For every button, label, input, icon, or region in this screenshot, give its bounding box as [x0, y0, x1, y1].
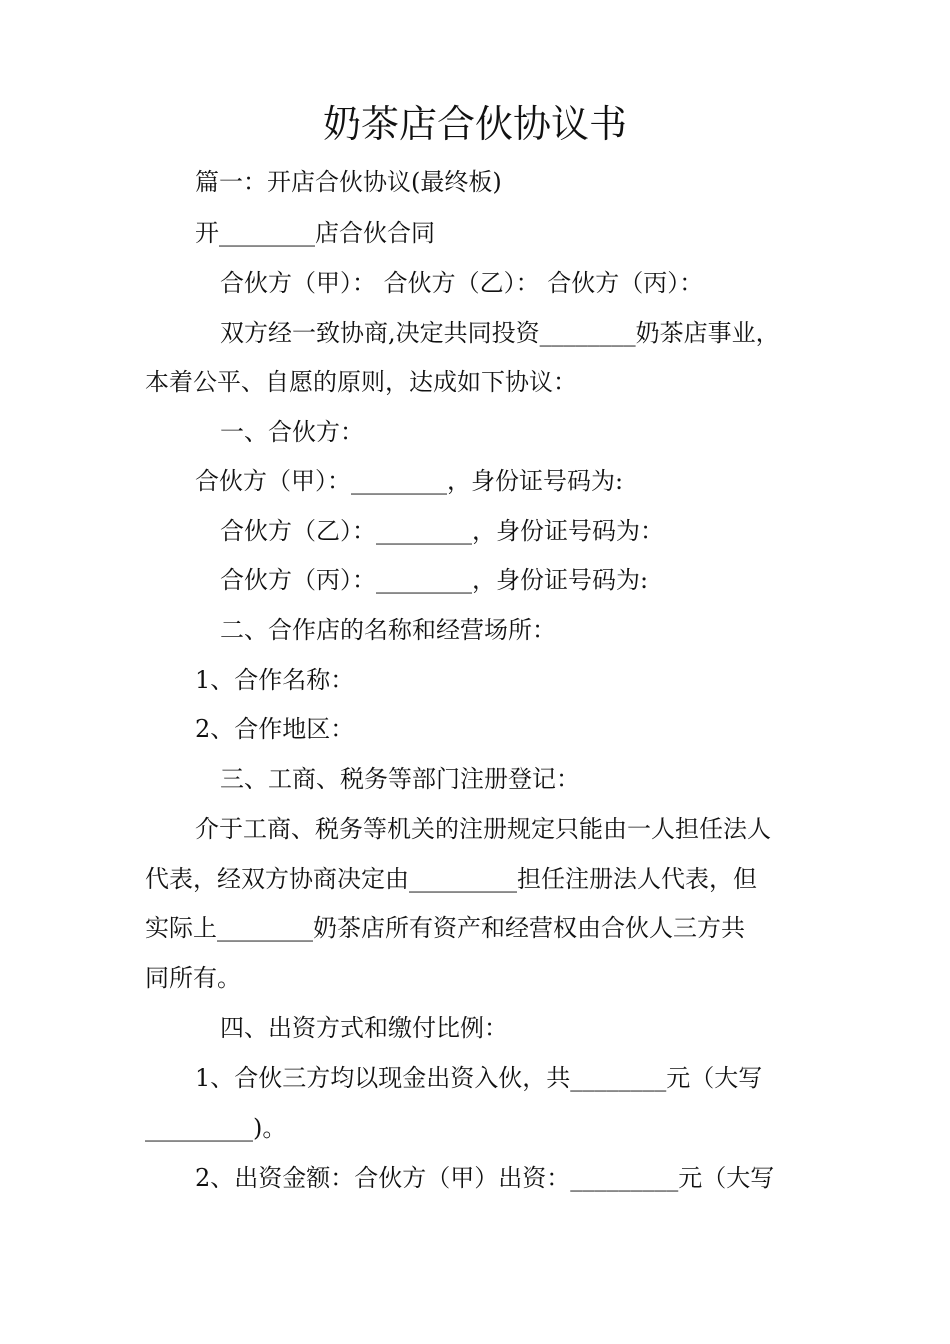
paragraph-line: 合伙方（甲）： 合伙方（乙）： 合伙方（丙）：	[220, 269, 704, 297]
paragraph-line: 2、合作地区：	[195, 715, 355, 743]
paragraph-line: 合伙方（甲）：________，身份证号码为:	[195, 467, 624, 495]
paragraph-line: 双方经一致协商,决定共同投资________奶茶店事业，	[220, 319, 780, 347]
section-heading: 三、工商、税务等部门注册登记：	[220, 765, 580, 793]
paragraph-line: 合伙方（乙）：________，身份证号码为：	[220, 517, 664, 545]
paragraph-line: _________)。	[145, 1114, 287, 1142]
paragraph-line: 1、合伙三方均以现金出资入伙，共________元（大写	[195, 1064, 763, 1092]
paragraph-line: 介于工商、税务等机关的注册规定只能由一人担任法人	[195, 815, 771, 843]
paragraph-line: 2、出资金额：合伙方（甲）出资：_________元（大写	[195, 1164, 775, 1192]
paragraph-line: 合伙方（丙）：________，身份证号码为:	[220, 566, 649, 594]
section-heading: 一、合伙方：	[220, 418, 364, 446]
section-heading: 四、出资方式和缴付比例：	[220, 1014, 508, 1042]
document-title: 奶茶店合伙协议书	[322, 102, 627, 146]
paragraph-line: 篇一：开店合伙协议(最终板)	[195, 168, 502, 196]
section-heading: 二、合作店的名称和经营场所：	[220, 616, 556, 644]
paragraph-line: 开________店合伙合同	[195, 219, 435, 247]
paragraph-line: 本着公平、自愿的原则，达成如下协议：	[145, 368, 577, 396]
paragraph-line: 同所有。	[145, 964, 241, 992]
paragraph-line: 实际上________奶茶店所有资产和经营权由合伙人三方共	[145, 914, 745, 942]
paragraph-line: 代表，经双方协商决定由_________担任注册法人代表，但	[145, 865, 757, 893]
paragraph-line: 1、合作名称：	[195, 666, 355, 694]
